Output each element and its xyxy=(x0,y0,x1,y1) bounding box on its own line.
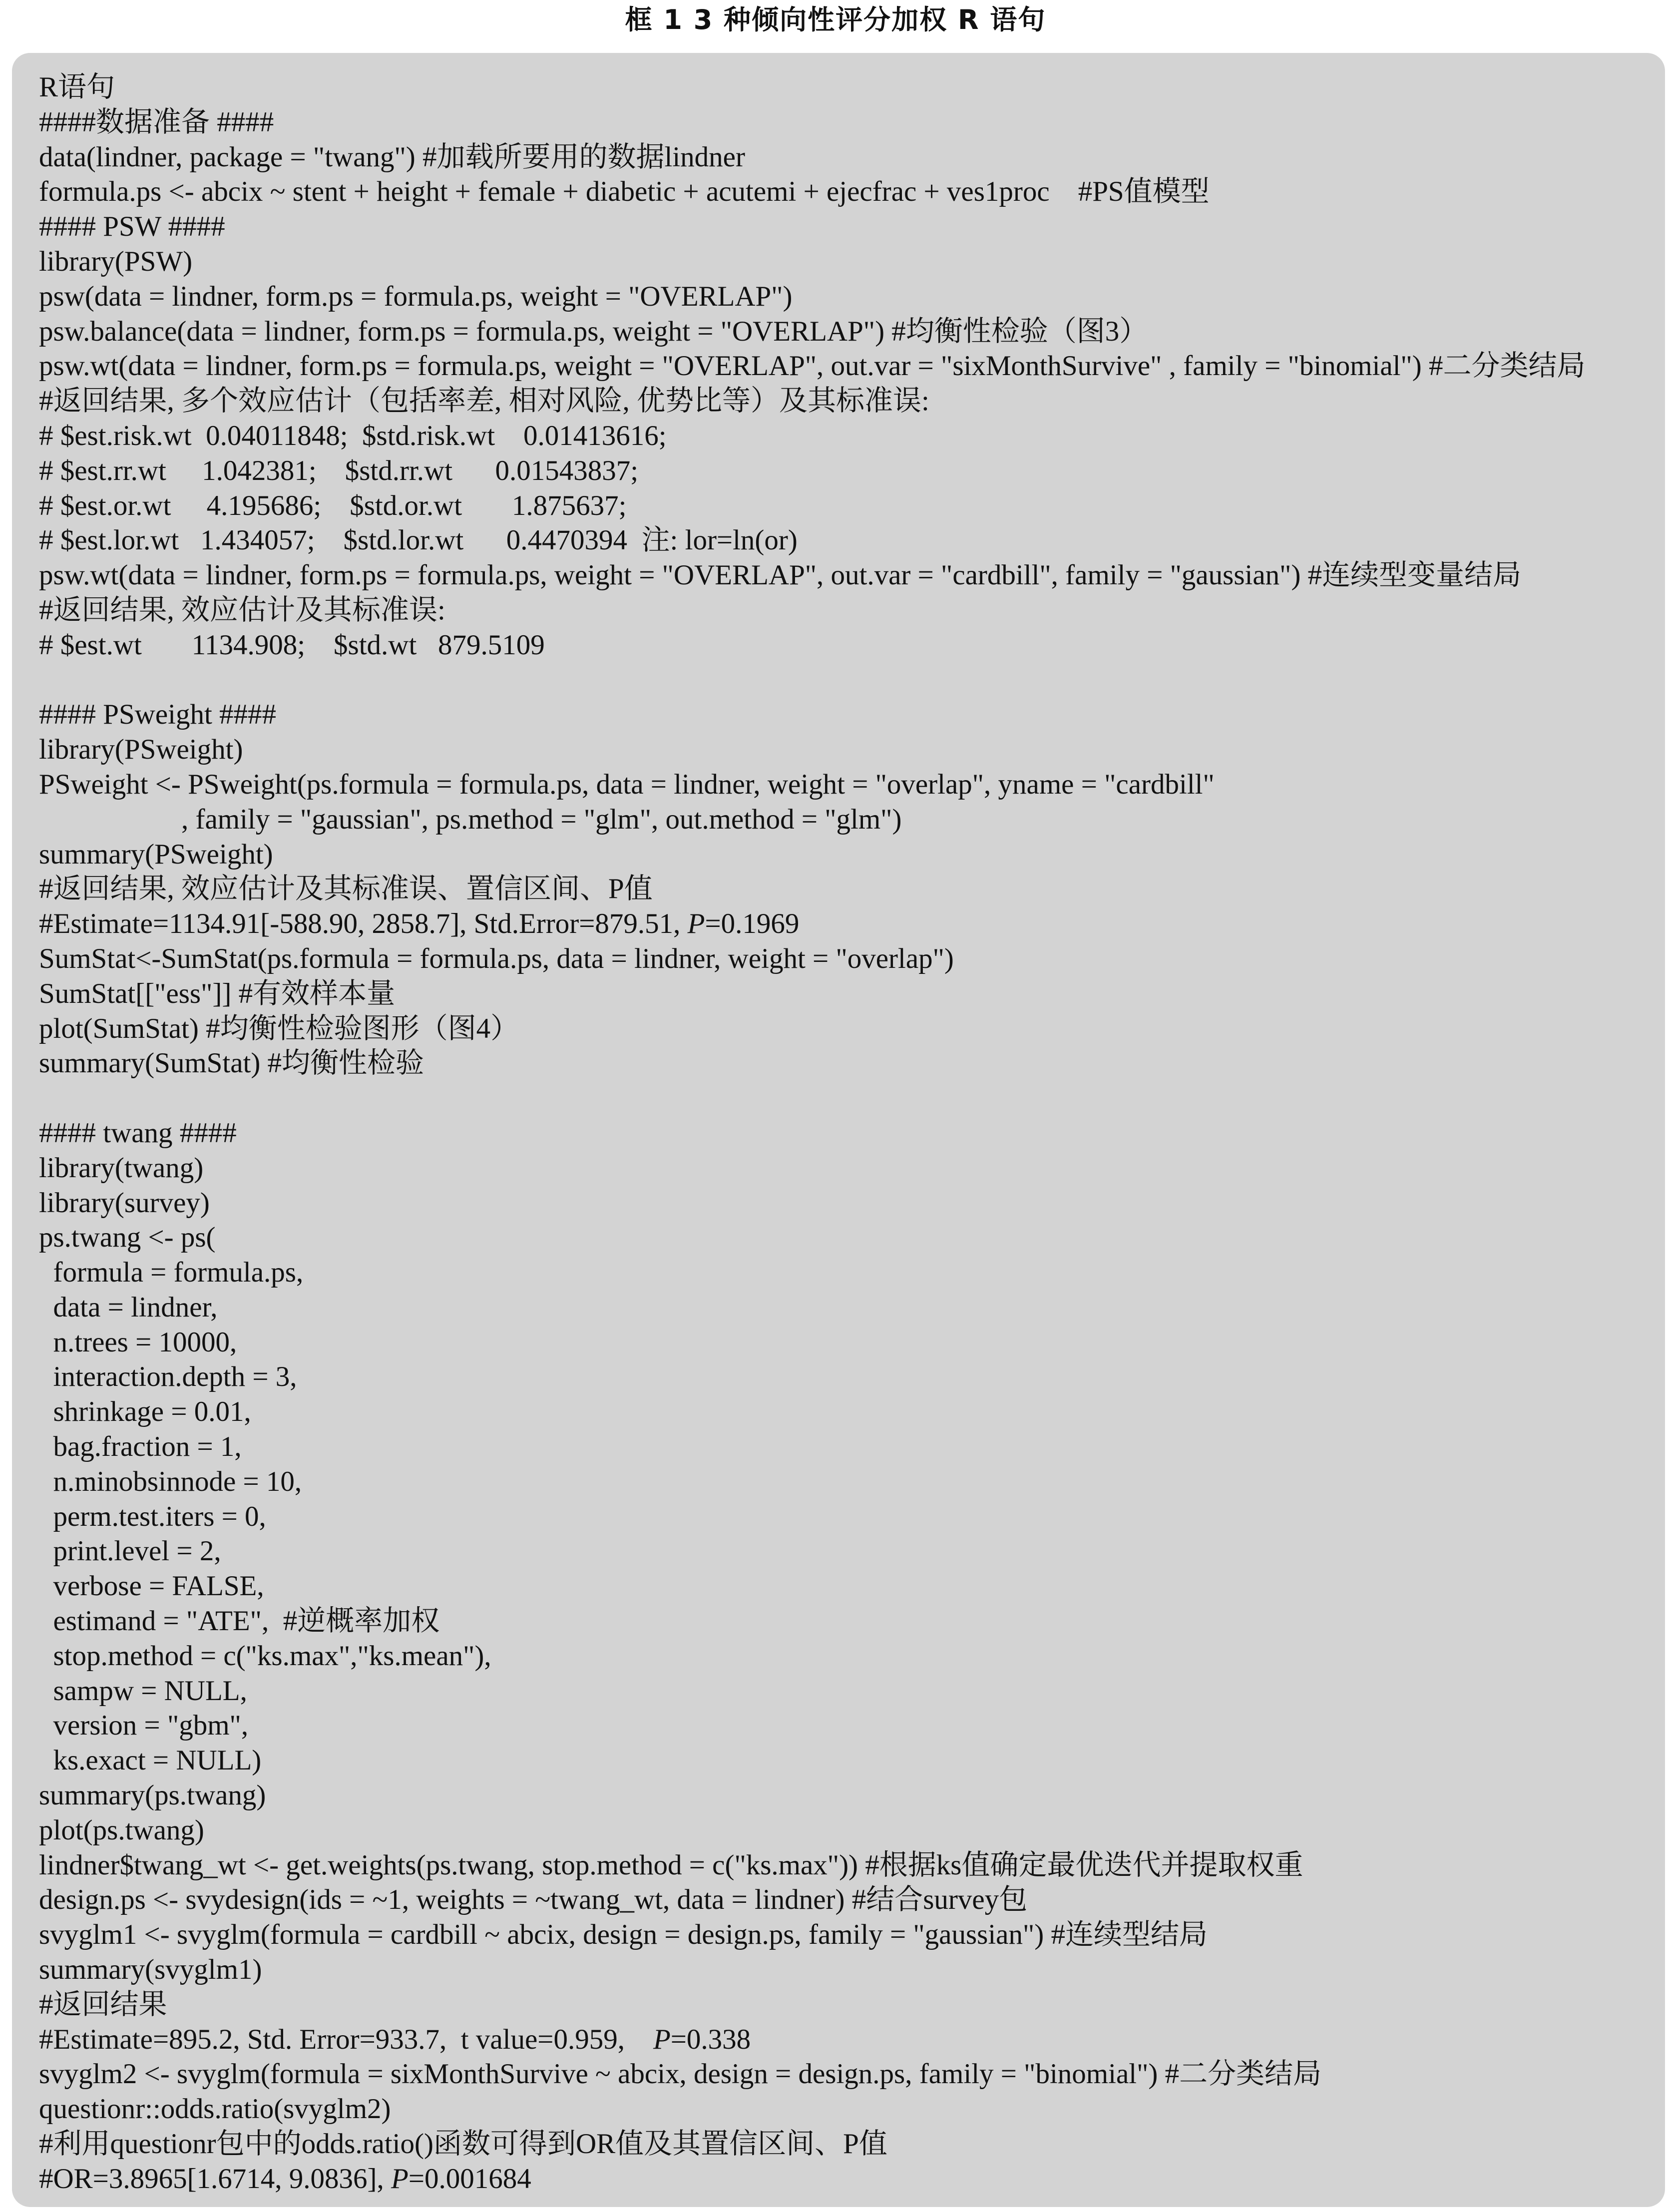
code-line: n.minobsinnode = 10, xyxy=(39,1465,302,1497)
code-line: lindner$twang_wt <- get.weights(ps.twang, stop.method = c("ks.max")) #根据ks值确定最优迭代并提取权重 xyxy=(39,1849,1303,1881)
code-line: library(PSweight) xyxy=(39,734,243,766)
code-line: #返回结果, 效应估计及其标准误、置信区间、P值 xyxy=(39,873,653,905)
code-line: #返回结果 xyxy=(39,1988,167,2020)
code-line: , family = "gaussian", ps.method = "glm", out.method = "glm") xyxy=(39,803,902,835)
code-line: #### PSW #### xyxy=(39,211,225,243)
code-line: summary(ps.twang) xyxy=(39,1779,266,1811)
code-line: #利用questionr包中的odds.ratio()函数可得到OR值及其置信区间、P值 xyxy=(39,2128,887,2160)
code-line: sampw = NULL, xyxy=(39,1675,247,1707)
code-line: library(PSW) xyxy=(39,245,193,277)
code-line: shrinkage = 0.01, xyxy=(39,1396,251,1428)
code-line xyxy=(39,1081,1665,1116)
code-line: ####数据准备 #### xyxy=(39,106,274,138)
code-line: psw.balance(data = lindner, form.ps = formula.ps, weight = "OVERLAP") #均衡性检验（图3） xyxy=(39,315,1148,347)
figure-caption: 框 1 3 种倾向性评分加权 R 语句 xyxy=(625,4,1046,35)
code-line: # $est.risk.wt 0.04011848; $std.risk.wt 0.01413616; xyxy=(39,420,667,451)
code-line: estimand = "ATE", #逆概率加权 xyxy=(39,1605,440,1637)
code-line: # $est.lor.wt 1.434057; $std.lor.wt 0.4470394 注: lor=ln(or) xyxy=(39,524,798,556)
code-line: summary(SumStat) #均衡性检验 xyxy=(39,1047,424,1079)
code-line: # $est.rr.wt 1.042381; $std.rr.wt 0.01543837; xyxy=(39,454,639,486)
code-line: data(lindner, package = "twang") #加载所要用的数据lindner xyxy=(39,141,745,173)
code-line: svyglm1 <- svyglm(formula = cardbill ~ abcix, design = design.ps, family = "gaussian") #连续型结局 xyxy=(39,1919,1208,1951)
code-line: formula.ps <- abcix ~ stent + height + female + diabetic + acutemi + ejecfrac + ves1proc #PS值模型 xyxy=(39,176,1210,208)
code-box xyxy=(12,53,1665,2207)
code-line: data = lindner, xyxy=(39,1291,218,1323)
code-line: summary(svyglm1) xyxy=(39,1954,262,1986)
code-line: R语句 xyxy=(39,71,115,103)
code-line: interaction.depth = 3, xyxy=(39,1361,297,1393)
code-line: ks.exact = NULL) xyxy=(39,1745,262,1776)
code-line: perm.test.iters = 0, xyxy=(39,1500,266,1532)
code-line: print.level = 2, xyxy=(39,1535,221,1567)
code-line: SumStat[["ess"]] #有效样本量 xyxy=(39,977,396,1009)
code-line: psw(data = lindner, form.ps = formula.ps, weight = "OVERLAP") xyxy=(39,280,793,312)
code-line: summary(PSweight) xyxy=(39,838,273,870)
code-line: stop.method = c("ks.max","ks.mean"), xyxy=(39,1640,491,1672)
code-line: questionr::odds.ratio(svyglm2) xyxy=(39,2093,391,2125)
code-line: #返回结果, 效应估计及其标准误: xyxy=(39,594,445,626)
code-listing xyxy=(39,70,1665,2197)
code-line: design.ps <- svydesign(ids = ~1, weights = ~twang_wt, data = lindner) #结合survey包 xyxy=(39,1884,1028,1916)
code-line xyxy=(39,663,1665,698)
code-line: svyglm2 <- svyglm(formula = sixMonthSurvive ~ abcix, design = design.ps, family = "binomial") #二分类结局 xyxy=(39,2058,1322,2090)
code-line: library(survey) xyxy=(39,1187,210,1219)
code-line: plot(ps.twang) xyxy=(39,1814,204,1846)
code-line: psw.wt(data = lindner, form.ps = formula.ps, weight = "OVERLAP", out.var = "sixMonthSurvive" , family = "binomial") #二分类结局 xyxy=(39,350,1586,382)
code-line: plot(SumStat) #均衡性检验图形（图4） xyxy=(39,1012,519,1044)
code-line: #Estimate=1134.91[-588.90, 2858.7], Std.Error=879.51, P=0.1969 xyxy=(39,908,800,940)
code-line: PSweight <- PSweight(ps.formula = formula.ps, data = lindner, weight = "overlap", yname = "cardbill" xyxy=(39,768,1215,800)
code-line: #返回结果, 多个效应估计（包括率差, 相对风险, 优势比等）及其标准误: xyxy=(39,385,929,417)
code-line: #### PSweight #### xyxy=(39,699,277,731)
code-line: psw.wt(data = lindner, form.ps = formula.ps, weight = "OVERLAP", out.var = "cardbill", family = "gaussian") #连续型变量结局 xyxy=(39,559,1522,591)
code-line: formula = formula.ps, xyxy=(39,1257,304,1289)
code-line: #OR=3.8965[1.6714, 9.0836], P=0.001684 xyxy=(39,2163,531,2195)
code-line: #Estimate=895.2, Std. Error=933.7, t value=0.959, P=0.338 xyxy=(39,2023,751,2055)
code-line: # $est.wt 1134.908; $std.wt 879.5109 xyxy=(39,629,545,661)
code-line: SumStat<-SumStat(ps.formula = formula.ps, data = lindner, weight = "overlap") xyxy=(39,942,954,974)
code-line: version = "gbm", xyxy=(39,1710,249,1742)
code-line: ps.twang <- ps( xyxy=(39,1222,216,1254)
code-line: verbose = FALSE, xyxy=(39,1570,264,1602)
code-line: #### twang #### xyxy=(39,1117,237,1149)
code-line: library(twang) xyxy=(39,1152,204,1184)
code-line: n.trees = 10000, xyxy=(39,1326,237,1358)
code-line: # $est.or.wt 4.195686; $std.or.wt 1.875637; xyxy=(39,489,627,521)
code-line: bag.fraction = 1, xyxy=(39,1431,242,1463)
